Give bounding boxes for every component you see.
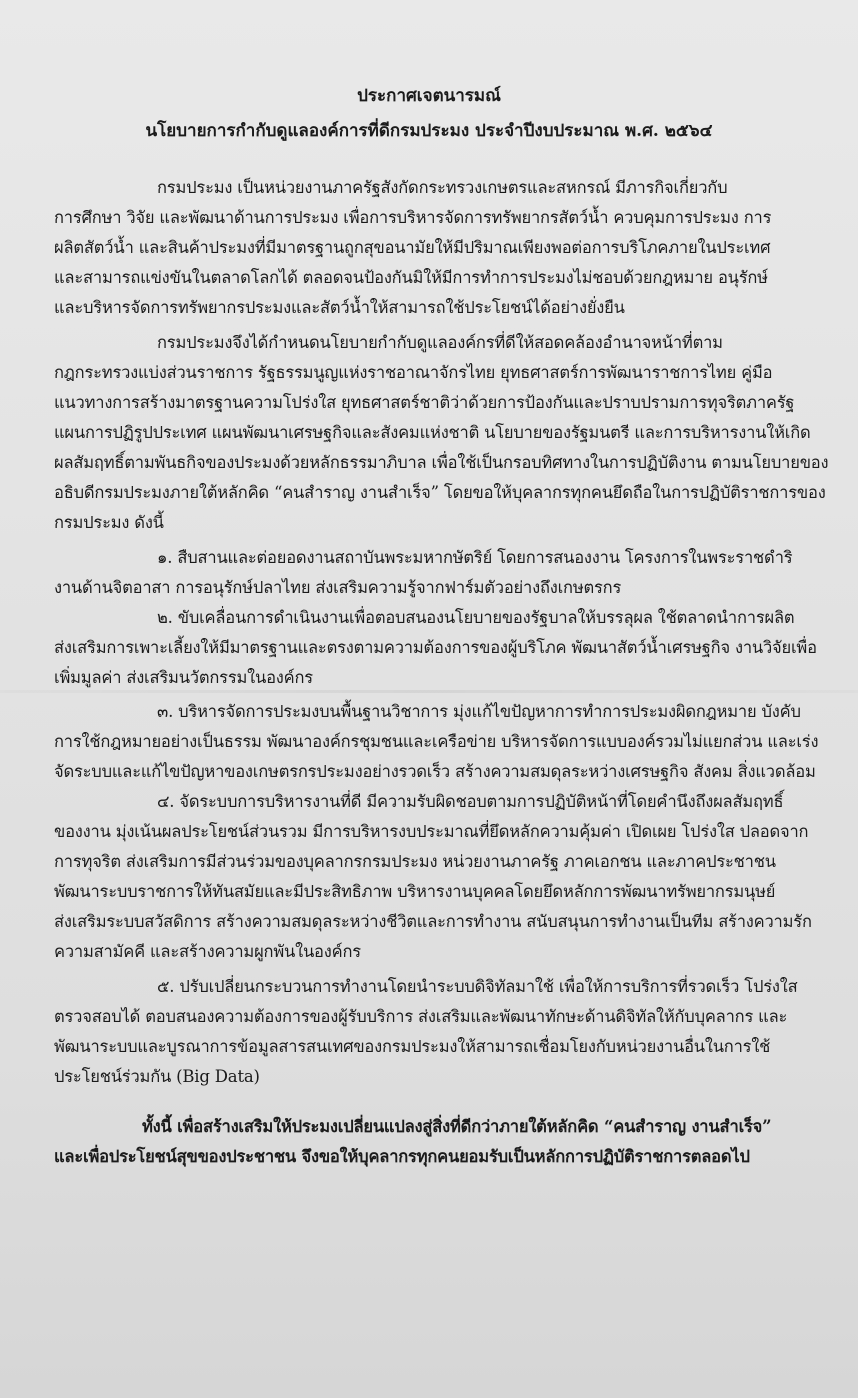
- paragraph-line: พัฒนาระบบและบูรณาการข้อมูลสารสนเทศของกรมประมงให้สามารถเชื่อมโยงกับหน่วยงานอื่นในการใช้: [54, 1037, 771, 1056]
- paragraph-line: ผลิตสัตว์น้ำ และสินค้าประมงที่มีมาตรฐานถูกสุขอนามัยให้มีปริมาณเพียงพอต่อการบริโภคภายในประเทศ: [54, 238, 771, 257]
- paragraph-line: กฎกระทรวงแบ่งส่วนราชการ รัฐธรรมนูญแห่งราชอาณาจักรไทย ยุทธศาสตร์การพัฒนาราชการไทย คู่มือ: [54, 363, 773, 382]
- closing-line: ทั้งนี้ เพื่อสร้างเสริมให้ประมงเปลี่ยนแปลงสู่สิ่งที่ดีกว่าภายใต้หลักคิด “คนสำราญ งานสำเร็จ”: [142, 1117, 772, 1136]
- paragraph-line: กรมประมงจึงได้กำหนดนโยบายกำกับดูแลองค์กรที่ดีให้สอดคล้องอำนาจหน้าที่ตาม: [157, 333, 723, 352]
- paragraph-line: เพิ่มมูลค่า ส่งเสริมนวัตกรรมในองค์กร: [54, 668, 313, 687]
- paragraph-line: และบริหารจัดการทรัพยากรประมงและสัตว์น้ำให้สามารถใช้ประโยชน์ได้อย่างยั่งยืน: [54, 298, 625, 317]
- paragraph-line: การใช้กฎหมายอย่างเป็นธรรม พัฒนาองค์กรชุมชนและเครือข่าย บริหารจัดการแบบองค์รวมไม่แยกส่วน และเร่ง: [54, 732, 819, 751]
- paragraph-line: การทุจริต ส่งเสริมการมีส่วนร่วมของบุคลากรกรมประมง หน่วยงานภาครัฐ ภาคเอกชน และภาคประชาชน: [54, 852, 776, 871]
- paragraph-line: ผลสัมฤทธิ์ตามพันธกิจของประมงด้วยหลักธรรมาภิบาล เพื่อใช้เป็นกรอบทิศทางในการปฏิบัติงาน ตามนโยบายของ: [54, 453, 829, 472]
- paragraph-line: และสามารถแข่งขันในตลาดโลกได้ ตลอดจนป้องกันมิให้มีการทำการประมงไม่ชอบด้วยกฎหมาย อนุรักษ์: [54, 268, 768, 287]
- paragraph-line: ความสามัคคี และสร้างความผูกพันในองค์กร: [54, 942, 361, 961]
- list-item-1: ๑. สืบสานและต่อยอดงานสถาบันพระมหากษัตริย์ โดยการสนองงาน โครงการในพระราชดำริ: [157, 548, 793, 567]
- paragraph-line: แนวทางการสร้างมาตรฐานความโปร่งใส ยุทธศาสตร์ชาติว่าด้วยการป้องกันและปราบปรามการทุจริตภาครัฐ: [54, 393, 795, 412]
- document-title: ประกาศเจตนารมณ์: [357, 86, 501, 106]
- paragraph-line: ของงาน มุ่งเน้นผลประโยชน์ส่วนรวม มีการบริหารงบประมาณที่ยึดหลักความคุ้มค่า เปิดเผย โปร่งใส ปลอดจาก: [54, 822, 809, 841]
- paragraph-line: ตรวจสอบได้ ตอบสนองความต้องการของผู้รับบริการ ส่งเสริมและพัฒนาทักษะด้านดิจิทัลให้กับบุคลากร และ: [54, 1007, 788, 1026]
- list-item-2: ๒. ขับเคลื่อนการดำเนินงานเพื่อตอบสนองนโยบายของรัฐบาลให้บรรลุผล ใช้ตลาดนำการผลิต: [157, 608, 795, 627]
- paragraph-line: การศึกษา วิจัย และพัฒนาด้านการประมง เพื่อการบริหารจัดการทรัพยากรสัตว์น้ำ ควบคุมการประมง การ: [54, 208, 772, 227]
- paragraph-line: อธิบดีกรมประมงภายใต้หลักคิด “คนสำราญ งานสำเร็จ” โดยขอให้บุคลากรทุกคนยึดถือในการปฏิบัติราชการของ: [54, 483, 826, 502]
- paragraph-line: แผนการปฏิรูปประเทศ แผนพัฒนาเศรษฐกิจและสังคมแห่งชาติ นโยบายของรัฐมนตรี และการบริหารงานให้เกิด: [54, 423, 811, 442]
- paragraph-line: พัฒนาระบบราชการให้ทันสมัยและมีประสิทธิภาพ บริหารงานบุคคลโดยยึดหลักการพัฒนาทรัพยากรมนุษย์: [54, 882, 776, 901]
- paragraph-line: กรมประมง เป็นหน่วยงานภาครัฐสังกัดกระทรวงเกษตรและสหกรณ์ มีภารกิจเกี่ยวกับ: [157, 178, 728, 197]
- paragraph-line: งานด้านจิตอาสา การอนุรักษ์ปลาไทย ส่งเสริมความรู้จากฟาร์มตัวอย่างถึงเกษตรกร: [54, 578, 622, 597]
- paragraph-line: ประโยชน์ร่วมกัน (Big Data): [54, 1067, 260, 1086]
- closing-line: และเพื่อประโยชน์สุขของประชาชน จึงขอให้บุคลากรทุกคนยอมรับเป็นหลักการปฏิบัติราชการตลอดไป: [54, 1147, 750, 1166]
- document-subtitle: นโยบายการกำกับดูแลองค์การที่ดีกรมประมง ประจำปีงบประมาณ พ.ศ. ๒๕๖๔: [145, 121, 713, 141]
- list-item-3: ๓. บริหารจัดการประมงบนพื้นฐานวิชาการ มุ่งแก้ไขปัญหาการทำการประมงผิดกฎหมาย บังคับ: [157, 702, 801, 721]
- paragraph-line: ส่งเสริมการเพาะเลี้ยงให้มีมาตรฐานและตรงตามความต้องการของผู้บริโภค พัฒนาสัตว์น้ำเศรษฐกิจ งานวิจัยเพื่อ: [54, 638, 817, 657]
- paragraph-line: กรมประมง ดังนี้: [54, 513, 164, 532]
- paragraph-line: จัดระบบและแก้ไขปัญหาของเกษตรกรประมงอย่างรวดเร็ว สร้างความสมดุลระหว่างเศรษฐกิจ สังคม สิ่งแวดล้อม: [54, 762, 816, 781]
- list-item-4: ๔. จัดระบบการบริหารงานที่ดี มีความรับผิดชอบตามการปฏิบัติหน้าที่โดยคำนึงถึงผลสัมฤทธิ์: [157, 792, 784, 811]
- list-item-5: ๕. ปรับเปลี่ยนกระบวนการทำงานโดยนำระบบดิจิทัลมาใช้ เพื่อให้การบริการที่รวดเร็ว โปร่งใส: [157, 977, 798, 996]
- paragraph-line: ส่งเสริมระบบสวัสดิการ สร้างความสมดุลระหว่างชีวิตและการทำงาน สนับสนุนการทำงานเป็นทีม สร้างความรัก: [54, 912, 812, 931]
